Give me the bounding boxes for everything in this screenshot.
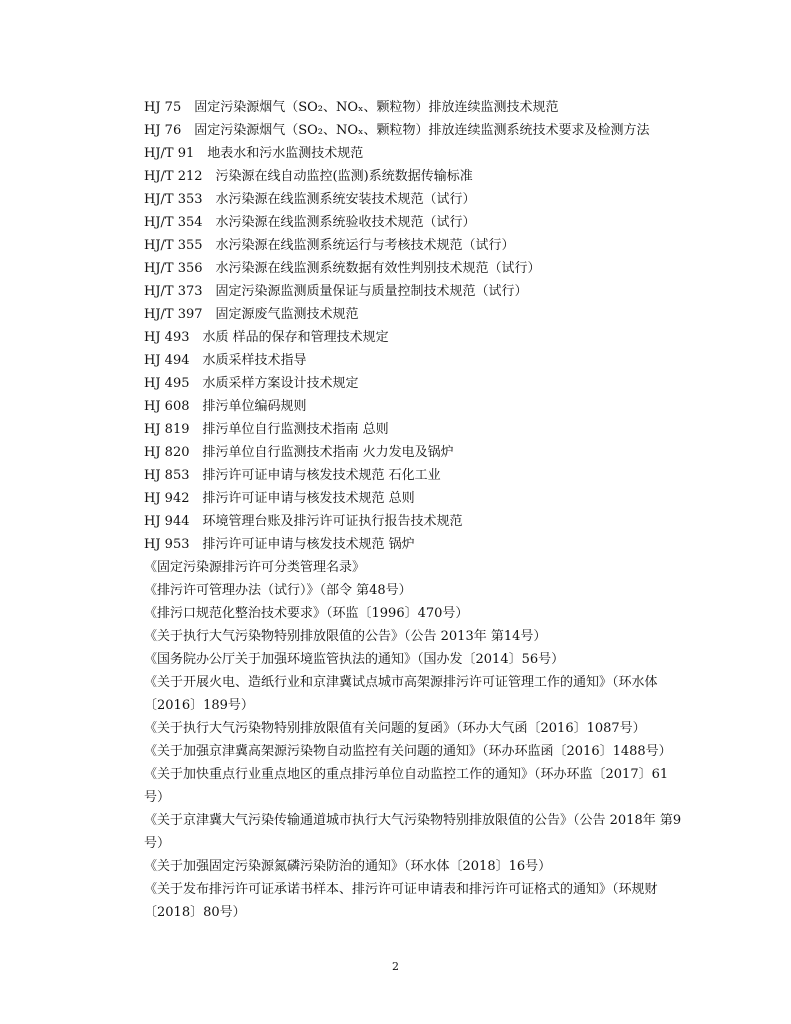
reference-item: 《关于加快重点行业重点地区的重点排污单位自动监控工作的通知》（环办环监〔2017〕61号） — [144, 767, 669, 805]
reference-item: 《固定污染源排污许可分类管理名录》 — [144, 560, 366, 575]
reference-item: HJ/T 397 固定源废气监测技术规范 — [144, 307, 359, 322]
reference-item: HJ/T 354 水污染源在线监测系统验收技术规范（试行） — [144, 215, 476, 230]
page-number: 2 — [392, 960, 399, 973]
reference-item: HJ 820 排污单位自行监测技术指南 火力发电及锅炉 — [144, 445, 454, 460]
reference-item: HJ/T 373 固定污染源监测质量保证与质量控制技术规范（试行） — [144, 284, 528, 299]
reference-item: HJ 953 排污许可证申请与核发技术规范 锅炉 — [144, 537, 415, 552]
reference-item: HJ 608 排污单位编码规则 — [144, 399, 307, 414]
reference-item: HJ/T 91 地表水和污水监测技术规范 — [144, 146, 364, 161]
reference-item: HJ 495 水质采样方案设计技术规定 — [144, 376, 359, 391]
reference-item: HJ/T 212 污染源在线自动监控(监测)系统数据传输标准 — [144, 169, 473, 184]
reference-item: HJ 494 水质采样技术指导 — [144, 353, 307, 368]
reference-item: 《排污许可管理办法（试行）》（部令 第48号） — [144, 583, 412, 598]
reference-item: HJ 493 水质 样品的保存和管理技术规定 — [144, 330, 389, 345]
reference-item: HJ 944 环境管理台账及排污许可证执行报告技术规范 — [144, 514, 463, 529]
reference-item: 《关于发布排污许可证承诺书样本、排污许可证申请表和排污许可证格式的通知》（环规财〔2018〕80号） — [144, 882, 658, 920]
reference-item: 《关于执行大气污染物特别排放限值有关问题的复函》（环办大气函〔2016〕1087号） — [144, 721, 646, 736]
reference-item: 《关于加强固定污染源氮磷污染防治的通知》（环水体〔2018〕16号） — [144, 859, 552, 874]
reference-item: 《关于执行大气污染物特别排放限值的公告》（公告 2013年 第14号） — [144, 629, 547, 644]
reference-item: HJ/T 353 水污染源在线监测系统安装技术规范（试行） — [144, 192, 476, 207]
reference-item: 《排污口规范化整治技术要求》（环监〔1996〕470号） — [144, 606, 469, 621]
reference-item: HJ/T 355 水污染源在线监测系统运行与考核技术规范（试行） — [144, 238, 515, 253]
reference-item: HJ 76 固定污染源烟气（SO₂、NOₓ、颗粒物）排放连续监测系统技术要求及检测方法 — [144, 123, 650, 138]
reference-item: 《关于加强京津冀高架源污染物自动监控有关问题的通知》（环办环监函〔2016〕1488号） — [144, 744, 672, 759]
reference-item: HJ/T 356 水污染源在线监测系统数据有效性判别技术规范（试行） — [144, 261, 541, 276]
reference-item: 《关于开展火电、造纸行业和京津冀试点城市高架源排污许可证管理工作的通知》（环水体〔2016〕189号） — [144, 675, 658, 713]
normative-references-list — [122, 96, 682, 924]
reference-item: 《国务院办公厅关于加强环境监管执法的通知》（国办发〔2014〕56号） — [144, 652, 565, 667]
reference-item: HJ 819 排污单位自行监测技术指南 总则 — [144, 422, 389, 437]
reference-item: HJ 942 排污许可证申请与核发技术规范 总则 — [144, 491, 415, 506]
reference-item: HJ 853 排污许可证申请与核发技术规范 石化工业 — [144, 468, 441, 483]
reference-item: 《关于京津冀大气污染传输通道城市执行大气污染物特别排放限值的公告》（公告 2018年 第9号） — [144, 813, 682, 851]
reference-item: HJ 75 固定污染源烟气（SO₂、NOₓ、颗粒物）排放连续监测技术规范 — [144, 100, 559, 115]
